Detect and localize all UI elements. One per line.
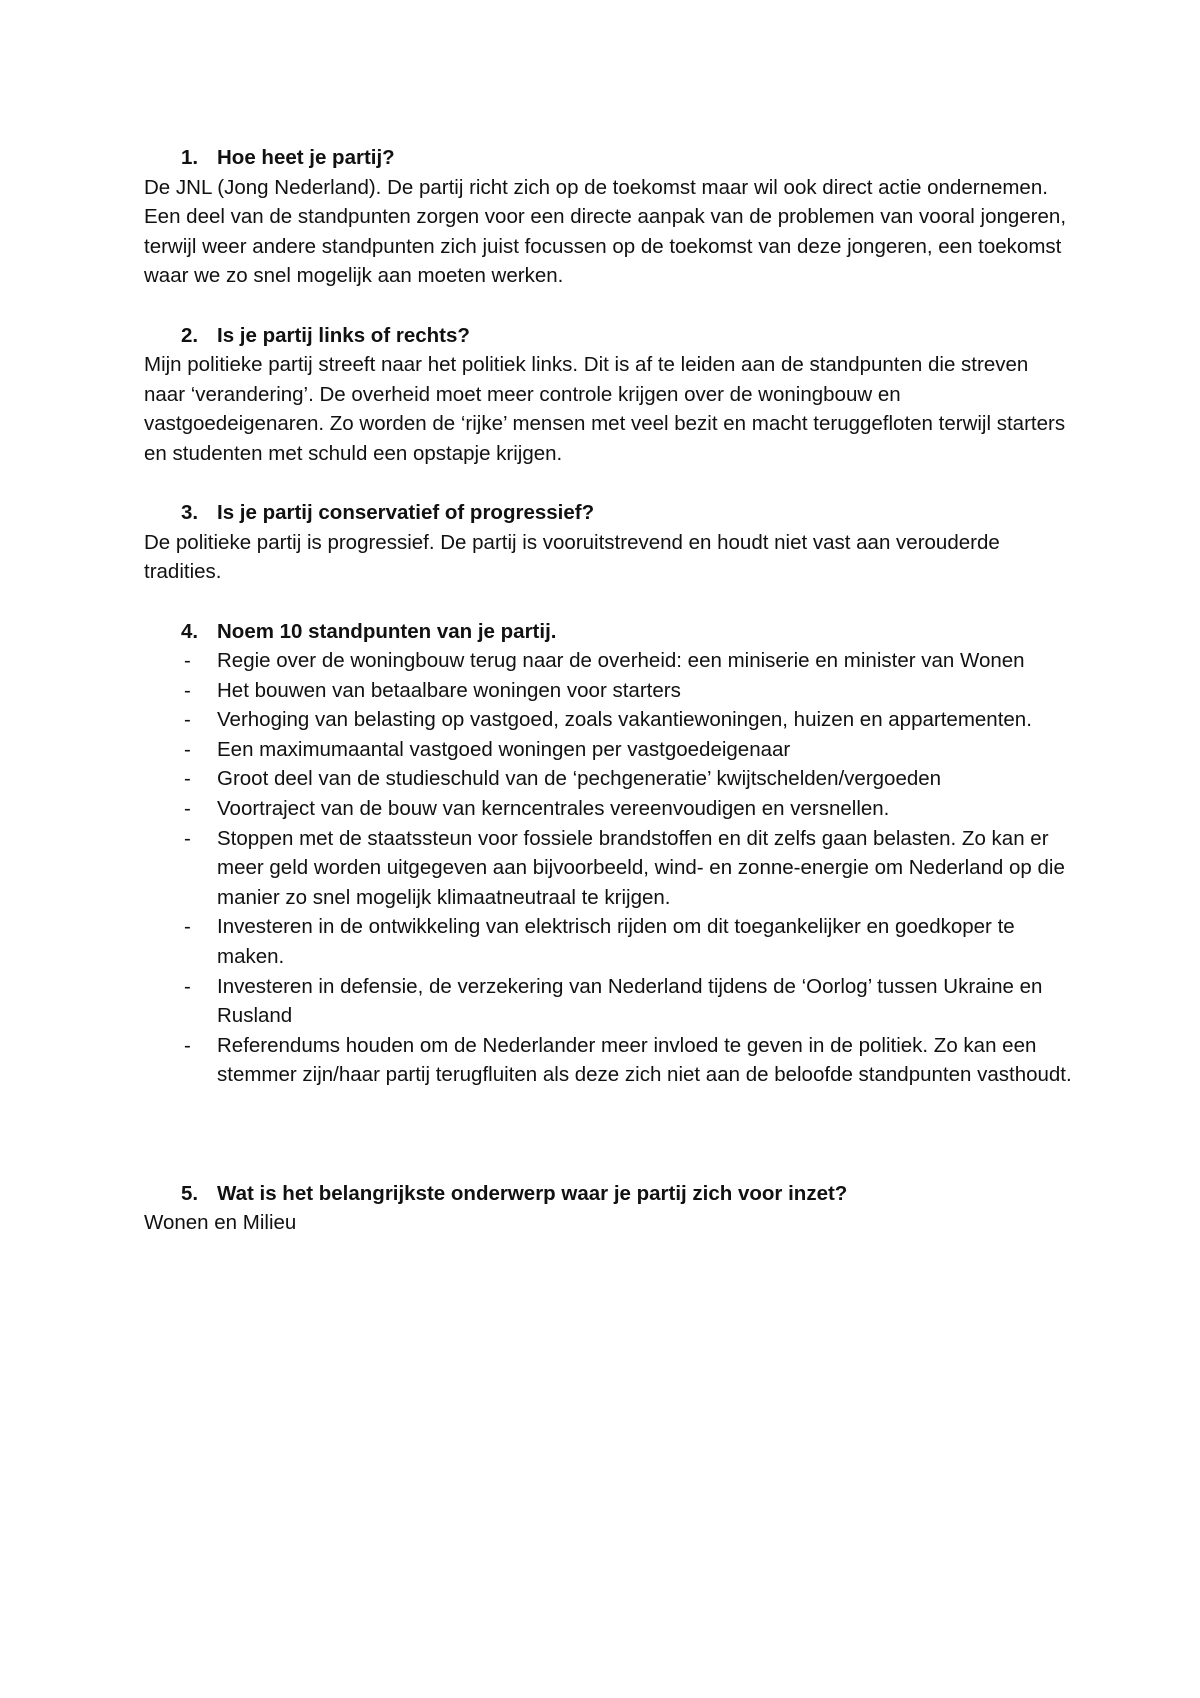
list-item [144, 646, 1074, 676]
question-heading [144, 617, 1074, 647]
question-heading [144, 143, 1074, 173]
question-number: 1. [181, 146, 199, 169]
list-item-text: Investeren in defensie, de verzekering van Nederland tijdens de ‘Oorlog’ tussen Ukraine en Rusland [217, 974, 1043, 1028]
question-heading [144, 498, 1074, 528]
question-number: 5. [181, 1181, 199, 1205]
list-item-text: Investeren in de ontwikkeling van elektrisch rijden om dit toegankelijker en goedkoper te maken. [217, 915, 1015, 969]
list-item-text: Stoppen met de staatssteun voor fossiele brandstoffen en dit zelfs gaan belasten. Zo kan er meer geld worden uitgegeven aan bijvoorbeeld, wind- en zonne-energie om Nederland op die manier zo snel mogelijk klimaatneutraal te krijgen. [217, 826, 1065, 909]
dash-marker: - [184, 974, 191, 998]
question-heading [144, 1179, 1074, 1209]
dash-marker: - [184, 915, 191, 939]
question-number: 2. [181, 323, 199, 347]
dash-marker: - [184, 649, 191, 673]
question-text: Is je partij conservatief of progressief? [217, 501, 595, 525]
section-main-topic [144, 1179, 1074, 1238]
dash-marker: - [184, 708, 191, 732]
list-item [144, 735, 1074, 765]
list-item-text: Voortraject van de bouw van kerncentrales vereenvoudigen en versnellen. [217, 797, 890, 821]
section-left-or-right [144, 321, 1074, 469]
list-item [144, 972, 1074, 1031]
list-item-text: Verhoging van belasting op vastgoed, zoals vakantiewoningen, huizen en appartementen. [217, 708, 1032, 732]
list-item [144, 705, 1074, 735]
answer-text: Mijn politieke partij streeft naar het politiek links. Dit is af te leiden aan de standpunten die streven naar ‘verandering’. De overheid moet meer controle krijgen over de woningbouw en vastgoedeigenaren. Zo worden de ‘rijke’ mensen met veel bezit en macht teruggefloten terwijl starters en studenten met schuld een opstapje krijgen. [144, 353, 1066, 465]
list-item [144, 824, 1074, 913]
list-item-text: Regie over de woningbouw terug naar de overheid: een miniserie en minister van Wonen [217, 649, 1025, 673]
dash-marker: - [184, 1033, 191, 1057]
dash-marker: - [184, 737, 191, 761]
document-body [144, 143, 1074, 1238]
answer-text: Wonen en Milieu [144, 1211, 297, 1235]
list-item [144, 912, 1074, 971]
dash-marker: - [184, 767, 191, 791]
section-conservative-or-progressive [144, 498, 1074, 587]
list-item [144, 794, 1074, 824]
list-item [144, 764, 1074, 794]
question-heading [144, 321, 1074, 351]
list-item [144, 1031, 1074, 1090]
dash-marker: - [184, 797, 191, 821]
question-text: Is je partij links of rechts? [217, 323, 470, 347]
dash-marker: - [184, 826, 191, 850]
answer-text: De politieke partij is progressief. De partij is vooruitstrevend en houdt niet vast aan verouderde tradities. [144, 530, 1000, 584]
dash-marker: - [184, 678, 191, 702]
question-text: Wat is het belangrijkste onderwerp waar je partij zich voor inzet? [217, 1181, 848, 1205]
answer-text: De JNL (Jong Nederland). De partij richt zich op de toekomst maar wil ook direct actie ondernemen. Een deel van de standpunten zorgen voor een directe aanpak van de problemen van vooral jongeren, terwijl weer andere standpunten zich juist focussen op de toekomst van deze jongeren, een toekomst waar we zo snel mogelijk aan moeten werken. [144, 175, 1067, 288]
list-item-text: Groot deel van de studieschuld van de ‘pechgeneratie’ kwijtschelden/vergoeden [217, 767, 942, 791]
question-text: Noem 10 standpunten van je partij. [217, 619, 557, 643]
list-item-text: Een maximumaantal vastgoed woningen per vastgoedeigenaar [217, 737, 791, 761]
question-number: 4. [181, 619, 199, 643]
section-party-name [144, 143, 1074, 291]
question-number: 3. [181, 501, 199, 525]
standpoints-list [144, 646, 1074, 1090]
list-item-text: Referendums houden om de Nederlander meer invloed te geven in de politiek. Zo kan een stemmer zijn/haar partij terugfluiten als deze zich niet aan de beloofde standpunten vasthoudt. [217, 1033, 1072, 1087]
section-standpoints [144, 617, 1074, 1091]
list-item [144, 676, 1074, 706]
list-item-text: Het bouwen van betaalbare woningen voor starters [217, 678, 681, 702]
question-text: Hoe heet je partij? [217, 146, 395, 169]
